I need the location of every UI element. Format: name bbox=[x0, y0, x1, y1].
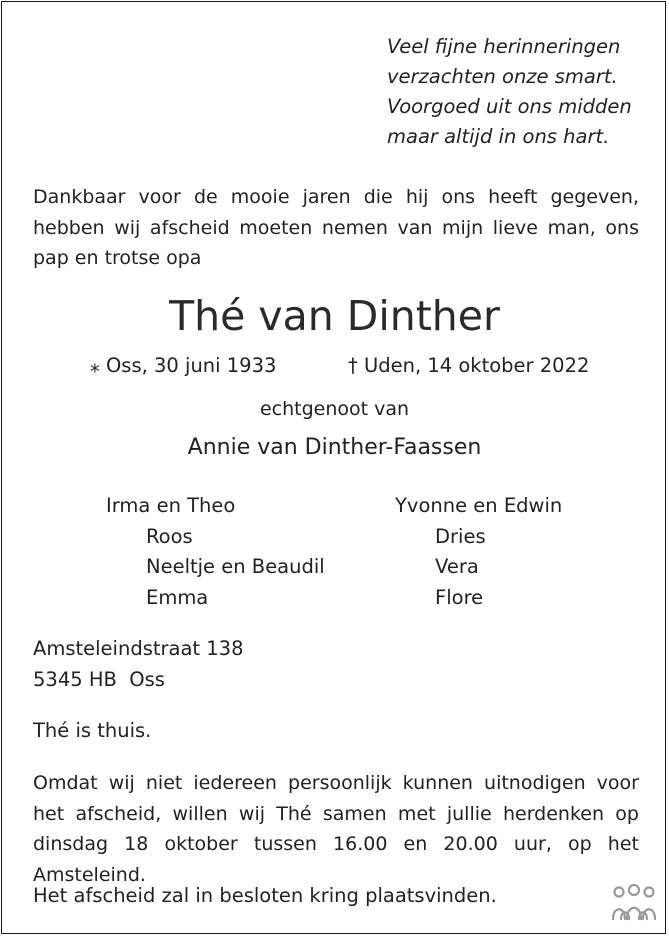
family-child: Neeltje en Beaudil bbox=[146, 555, 325, 578]
deceased-name: Thé van Dinther bbox=[169, 292, 500, 340]
address-street: Amsteleindstraat 138 bbox=[33, 637, 244, 660]
family-child: Roos bbox=[146, 524, 193, 548]
intro-text: Dankbaar voor de mooie jaren die hij ons heeft gegeven, hebben wij afscheid moeten nemen van mijn lieve man, ons pap en trotse opa bbox=[33, 186, 639, 269]
family-child: Emma bbox=[146, 585, 209, 609]
address-city: 5345 HB Oss bbox=[33, 667, 165, 691]
poem-line: maar altijd in ons hart. bbox=[387, 125, 610, 148]
family-parents: Yvonne en Edwin bbox=[395, 494, 563, 517]
poem-line: Voorgoed uit ons midden bbox=[387, 95, 632, 118]
family-child: Flore bbox=[435, 585, 484, 609]
family-group-left bbox=[106, 491, 325, 613]
farewell-text: Omdat wij niet iedereen persoonlijk kunnen uitnodigen voor het afscheid, willen wij Thé samen met jullie herdenken op dinsdag 18 oktober tussen 16.00 en 20.00 uur, op het Amsteleind. bbox=[33, 772, 639, 886]
poem-line: verzachten onze smart. bbox=[387, 65, 618, 88]
family-group-right bbox=[395, 491, 562, 613]
family-parents: Irma en Theo bbox=[106, 494, 236, 517]
poem bbox=[387, 32, 632, 152]
spouse-label: echtgenoot van bbox=[259, 398, 410, 420]
obituary-card bbox=[1, 1, 666, 934]
closing-text: Het afscheid zal in besloten kring plaatsvinden. bbox=[33, 884, 497, 907]
birth-date: ⁎ Oss, 30 juni 1933 bbox=[90, 354, 277, 377]
family-group-icon bbox=[609, 884, 659, 924]
family-child: Dries bbox=[435, 524, 486, 548]
home-note: Thé is thuis. bbox=[33, 719, 152, 742]
death-date: † Uden, 14 oktober 2022 bbox=[348, 354, 590, 377]
poem-line: Veel fijne herinneringen bbox=[387, 35, 621, 58]
address bbox=[33, 634, 244, 695]
family-child: Vera bbox=[435, 555, 479, 578]
spouse-name: Annie van Dinther-Faassen bbox=[187, 435, 482, 460]
